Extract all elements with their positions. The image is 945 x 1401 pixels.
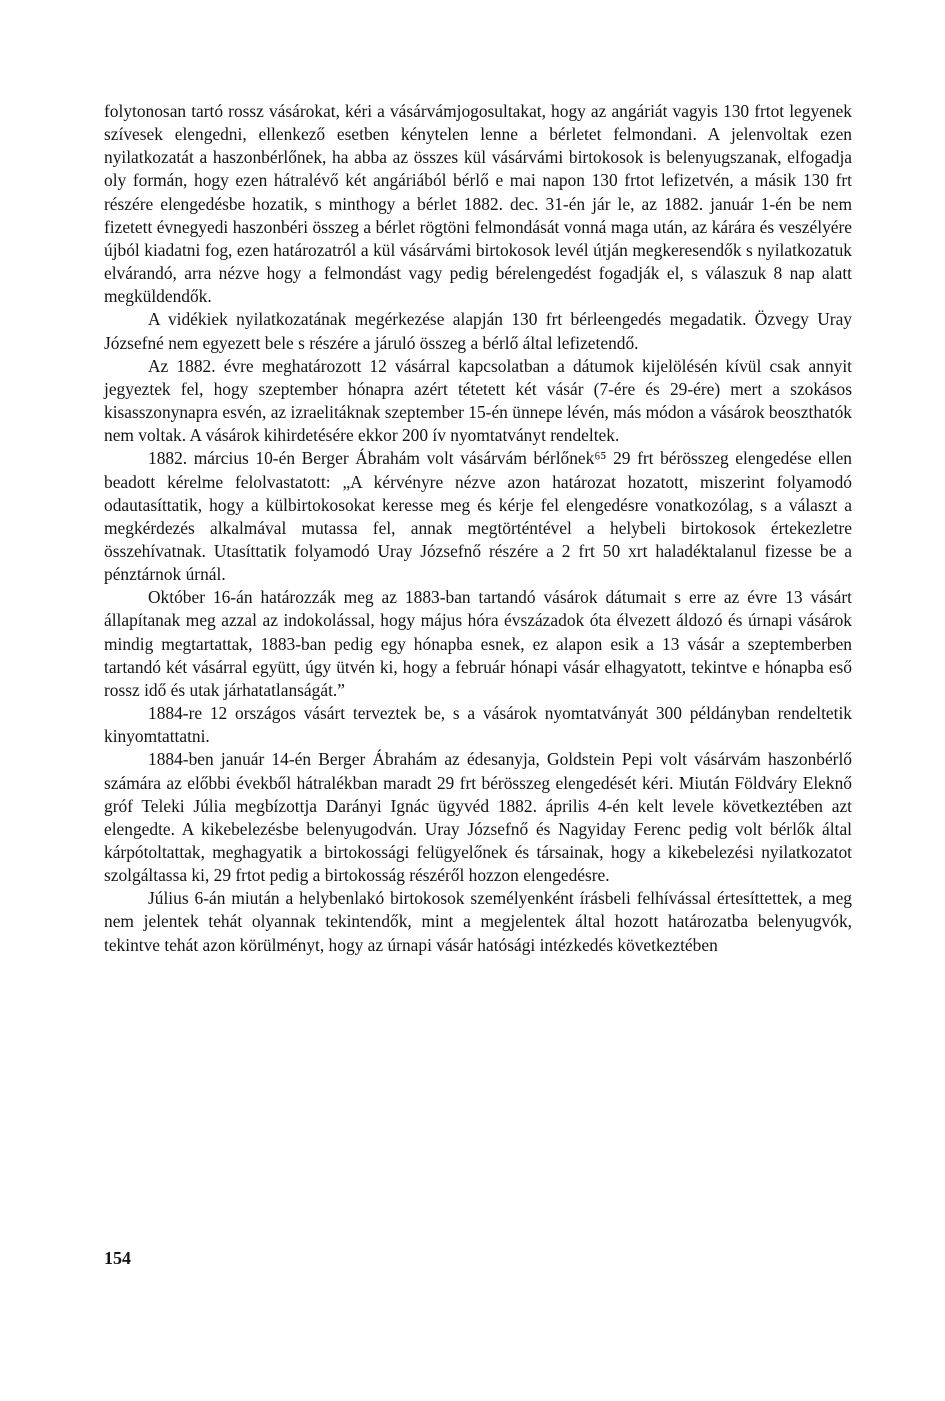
page-number: 154 [104, 1248, 131, 1268]
paragraph-7: 1884-ben január 14-én Berger Ábrahám az édesanyja, Goldstein Pepi volt vásárvám haszonbérlő számára az előbbi évekből hátralékban maradt 29 frt bérösszeg elengedését kéri. Miután Földváry Eleknő gróf Teleki Júlia megbízottja Darányi Ignác ügyvéd 1882. április 4-én kelt levele következtében azt elengedte. A kikebelezésbe belenyugodván. Uray Józsefnő és Nagyiday Ferenc pedig volt bérlők által kárpótoltattak, meghagyatik a birtokossági felügyelőnek és társainak, hogy a kikebelezési nyilatkozatot szolgáltassa ki, 29 frtot pedig a birtokosság részéről hozzon elengedésre. [104, 749, 852, 886]
paragraph-1: folytonosan tartó rossz vásárokat, kéri a vásárvámjogosultakat, hogy az angáriát vagyis 130 frtot legyenek szívesek elengedni, ellenkező esetben kénytelen lenne a bérletet felmondani. A jelenvoltak ezen nyilatkozatát a haszonbérlőnek, ha abba az összes kül vásárvámi birtokosok is belenyugszanak, elfogadja oly formán, hogy ezen hátralévő két angáriából bérlő e mai napon 130 frtot lefizetvén, a másik 130 frt részére elengedésbe hozatik, s minthogy a bérlet 1882. dec. 31-én jár le, az 1882. január 1-én be nem fizetett évnegyedi haszonbéri összeg a bérlet rögtöni felmondását vonná maga után, az kárára és veszélyére újból kiadatni fog, ezen határozatról a kül vásárvámi birtokosok levél útján megkeresendők s nyilatkozatuk elvárandó, arra nézve hogy a felmondást vagy pedig bérelengedést fogadják el, s válaszuk 8 nap alatt megküldendők. [104, 101, 852, 307]
paragraph-5: Október 16-án határozzák meg az 1883-ban tartandó vásárok dátumait s erre az évre 13 vásárt állapítanak meg azzal az indokolással, hogy május hóra évszázadok óta élvezett áldozó és úrnapi vásárok mindig megtartattak, 1883-ban pedig egy hónapba esnek, ez alapon esik a 13 vásár a szeptemberben tartandó két vásárral együtt, úgy ütvén ki, hogy a február hónapi vásár elhagyatott, tekintve e hónapba eső rossz idő és utak járhatatlanságát.” [104, 587, 852, 700]
paragraph-6: 1884-re 12 országos vásárt terveztek be, s a vásárok nyomtatványát 300 példányban rendeltetik kinyomtattatni. [104, 703, 852, 747]
paragraph-3: Az 1882. évre meghatározott 12 vásárral kapcsolatban a dátumok kijelölésén kívül csak annyit jegyeztek fel, hogy szeptember hónapra azért tétetett két vásár (7-ére és 29-ére) mert a szokásos kisasszonynapra esvén, az izraelitáknak szeptember 15-én ünnepe lévén, más módon a vásárok beoszthatók nem voltak. A vásárok kihirdetésére ekkor 200 ív nyomtatványt rendeltek. [104, 355, 852, 446]
paragraph-4: 1882. március 10-én Berger Ábrahám volt vásárvám bérlőnek⁶⁵ 29 frt bérösszeg elengedése ellen beadott kérelme felolvastatott: „A kérvényre nézve azon határozat hozatott, miszerint folyamodó odautasíttatik, hogy a külbirtokosokat keresse meg és kérje fel elengedésre vonatkozólag, s a választ a megkérdezés alkalmával mutassa fel, annak megtörténtével a helybeli birtokosok értekezletre összehívatnak. Utasíttatik folyamodó Uray Józsefnő részére a 2 frt 50 xrt haladéktalanul fizesse be a pénztárnok úrnál. [104, 448, 852, 585]
paragraph-8: Július 6-án miután a helybenlakó birtokosok személyenként írásbeli felhívással értesíttettek, a meg nem jelentek tehát olyannak tekintendők, mint a megjelentek által hozott határozatba belenyugvók, tekintve tehát azon körülményt, hogy az úrnapi vásár hatósági intézkedés következtében [104, 888, 852, 955]
page-body [104, 100, 852, 957]
paragraph-2: A vidékiek nyilatkozatának megérkezése alapján 130 frt bérleengedés megadatik. Özvegy Uray Józsefné nem egyezett bele s részére a járuló összeg a bérlő által lefizetendő. [104, 309, 852, 353]
